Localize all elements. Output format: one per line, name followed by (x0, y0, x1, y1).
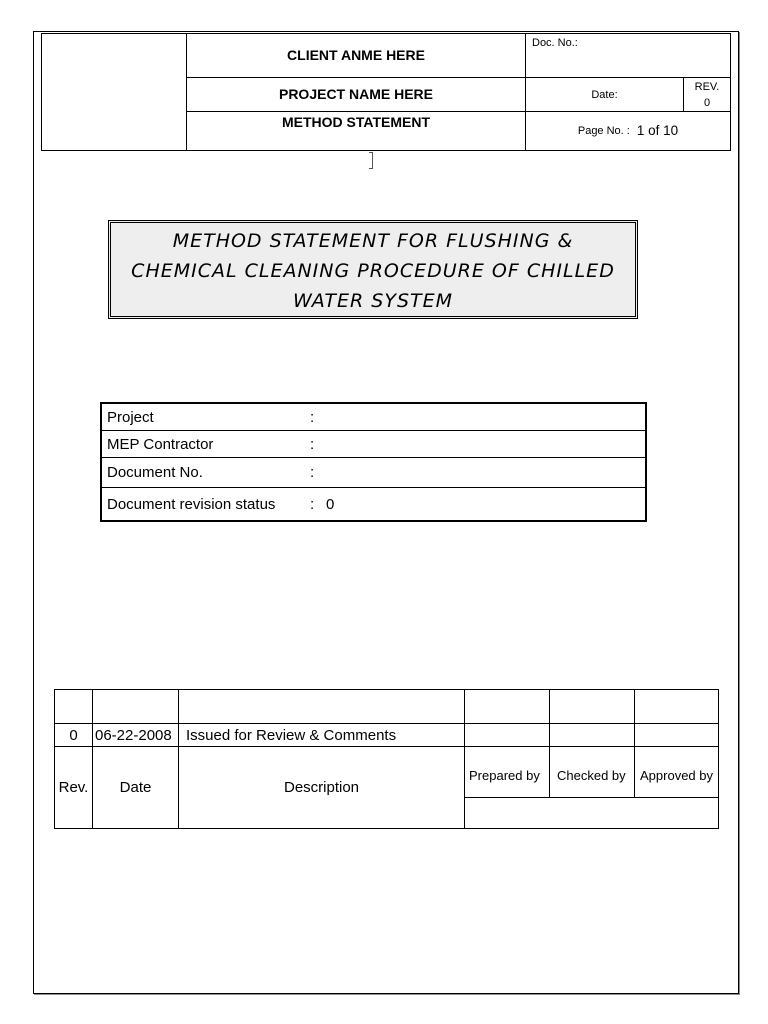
client-name: CLIENT ANME HERE (287, 47, 425, 63)
revision-label: REV. (694, 80, 720, 93)
text-cursor-mark (369, 152, 373, 169)
prepared-by-label: Prepared by (469, 767, 540, 783)
info-row-document-no (102, 458, 645, 488)
checked-by-label: Checked by (557, 767, 626, 783)
revision-table-cell (464, 723, 550, 747)
date-column-header (92, 746, 179, 829)
revision-table-cell (92, 689, 179, 724)
info-row-revision-status (102, 488, 645, 520)
doc-no-cell (525, 33, 731, 78)
info-value: 0 (326, 495, 335, 513)
document-type-cell (186, 111, 526, 151)
revision-description: Issued for Review & Comments (186, 726, 397, 744)
client-name-cell (186, 33, 526, 78)
info-label: MEP Contractor (107, 435, 214, 453)
info-separator: : (310, 435, 315, 453)
document-type: METHOD STATEMENT (281, 114, 431, 130)
page-number-cell (525, 111, 731, 151)
signature-cell (464, 797, 719, 829)
approved-by-header (634, 746, 719, 798)
revision-date-cell (92, 723, 179, 747)
project-name: PROJECT NAME HERE (278, 86, 434, 102)
info-separator: : (310, 464, 315, 481)
project-info-table (100, 402, 647, 522)
date-label: Date: (591, 88, 618, 101)
title-line: WATER SYSTEM (292, 290, 454, 312)
revision-date: 06-22-2008 (95, 726, 172, 744)
rev-column-header (54, 746, 93, 829)
info-label: Project (107, 408, 154, 426)
revision-table-cell (549, 689, 635, 724)
revision-table-cell (464, 689, 550, 724)
revision-table-cell (634, 689, 719, 724)
revision-table-cell (549, 723, 635, 747)
rev-header-label: Rev. (58, 779, 89, 796)
description-column-header (178, 746, 465, 829)
info-separator: : (310, 408, 315, 426)
info-label: Document No. (107, 464, 203, 481)
revision-table-cell (54, 689, 93, 724)
prepared-by-header (464, 746, 550, 798)
info-label: Document revision status (107, 495, 276, 513)
title-line: METHOD STATEMENT FOR FLUSHING & (172, 230, 574, 252)
revision-description-cell (178, 723, 465, 747)
document-title-box (108, 220, 638, 319)
page-number-value: 1 of 10 (636, 122, 679, 138)
revision-number-cell (54, 723, 93, 747)
info-separator: : (310, 495, 315, 513)
revision-number: 0 (69, 726, 78, 744)
date-header-label: Date (119, 779, 152, 796)
description-header-label: Description (283, 779, 360, 796)
info-row-mep-contractor (102, 431, 645, 458)
revision-table-cell (178, 689, 465, 724)
logo-cell (41, 33, 187, 151)
approved-by-label: Approved by (640, 767, 713, 783)
checked-by-header (549, 746, 635, 798)
project-name-cell (186, 77, 526, 112)
page-number-label: Page No. : (577, 125, 630, 137)
info-row-project (102, 404, 645, 431)
title-line: CHEMICAL CLEANING PROCEDURE OF CHILLED (131, 260, 615, 282)
revision-cell (683, 77, 731, 112)
revision-table-cell (634, 723, 719, 747)
revision-value: 0 (703, 96, 711, 109)
date-cell (525, 77, 684, 112)
doc-no-label: Doc. No.: (532, 37, 578, 49)
